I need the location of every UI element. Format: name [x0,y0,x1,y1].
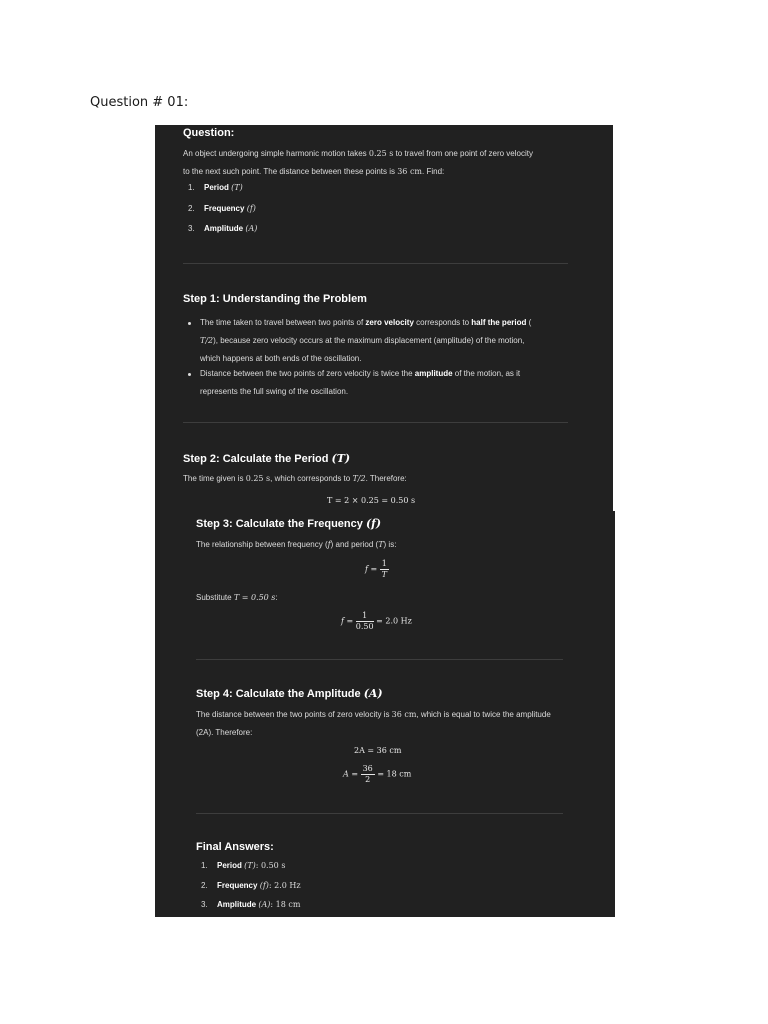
question-item-frequency: 2. Frequency (f) [188,204,256,213]
step1-bullet-2: Distance between the two points of zero velocity is twice the amplitude of the motion, as it represents the full swing of the oscillation. [200,369,521,396]
divider [196,813,563,814]
step4-equation-2: A = $\frac{36}{2}$ = 18 cm [343,764,412,784]
screenshot-panel-bottom [155,511,615,917]
final-answers-title: Final Answers: [196,841,274,853]
step2-title: Step 2: Calculate the Period (T) [183,452,351,465]
step3-substitute: Substitute T = 0.50 s: [196,593,278,602]
question-title: Question: [183,127,235,139]
bullet-dot [188,373,191,376]
step3-equation-2: f = $\frac{1}{0.50}$ = 2.0 Hz [341,611,412,631]
divider [183,263,568,264]
question-text: An object undergoing simple harmonic motion takes 0.25 s to travel from one point of zero velocity to the next such point. The distance between these points is 36 cm. Find: [183,149,533,176]
step3-relationship: The relationship between frequency (f) and period (T) is: [196,540,397,549]
divider [196,659,563,660]
step3-equation-1: f = $\frac{1}{T}$ [365,559,387,579]
step4-equation-1: 2A = 36 cm [354,746,402,755]
question-item-period: 1. Period (T) [188,183,243,192]
step2-text: The time given is 0.25 s, which corresponds to T/2. Therefore: [183,474,407,483]
bullet-dot [188,322,191,325]
final-answer-period: 1. Period (T): 0.50 s [201,861,286,870]
step1-bullet-1: The time taken to travel between two points of zero velocity corresponds to half the period ( T/2), because zero velocity occurs at the maximum displacement (amplitude) of the motion, which happens at both ends of the oscillation. [200,318,532,363]
divider [183,422,568,423]
step4-text: The distance between the two points of zero velocity is 36 cm, which is equal to twice the amplitude (2A). Therefore: [196,710,551,737]
final-answer-amplitude: 3. Amplitude (A): 18 cm [201,900,301,909]
step4-title: Step 4: Calculate the Amplitude (A) [196,687,383,700]
question-item-amplitude: 3. Amplitude (A) [188,224,258,233]
step2-equation: T = 2 × 0.25 = 0.50 s [327,496,416,505]
page-heading: Question # 01: [90,95,189,110]
step1-title: Step 1: Understanding the Problem [183,293,367,305]
screenshot-panel-top [155,125,613,512]
step3-title: Step 3: Calculate the Frequency (f) [196,517,382,530]
final-answer-frequency: 2. Frequency (f): 2.0 Hz [201,881,301,890]
